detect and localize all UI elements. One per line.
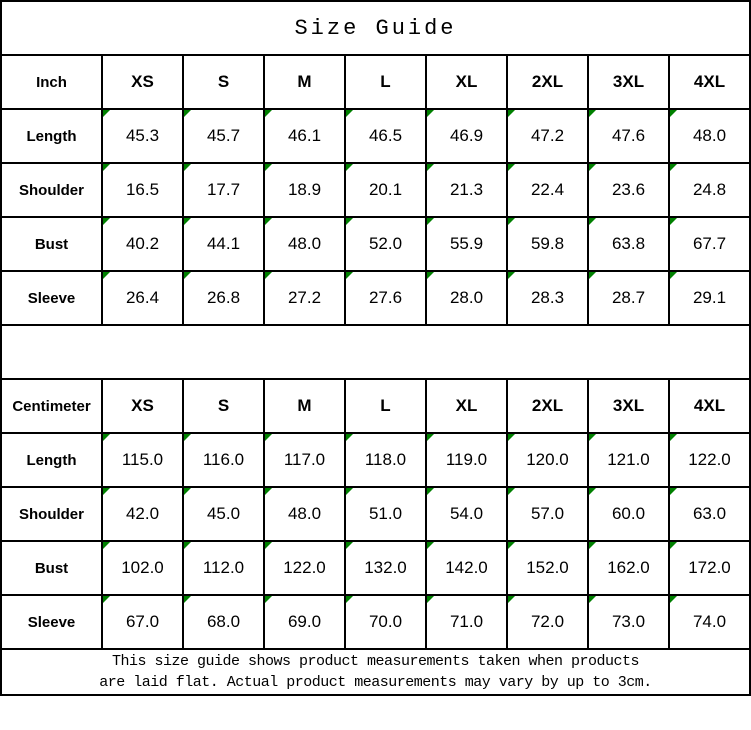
green-corner-marker-icon — [346, 218, 353, 225]
green-corner-marker-icon — [427, 488, 434, 495]
green-corner-marker-icon — [670, 110, 677, 117]
green-corner-marker-icon — [103, 110, 110, 117]
green-corner-marker-icon — [265, 596, 272, 603]
green-corner-marker-icon — [427, 596, 434, 603]
value-cell: 28.7 — [588, 271, 669, 325]
green-corner-marker-icon — [508, 542, 515, 549]
value-cell: 152.0 — [507, 541, 588, 595]
green-corner-marker-icon — [346, 110, 353, 117]
size-header-cell: 3XL — [588, 55, 669, 109]
green-corner-marker-icon — [427, 110, 434, 117]
value-cell: 122.0 — [669, 433, 750, 487]
value-cell: 47.2 — [507, 109, 588, 163]
value-cell: 40.2 — [102, 217, 183, 271]
footer-note-line1: This size guide shows product measurements taken when products — [111, 653, 640, 670]
green-corner-marker-icon — [508, 488, 515, 495]
row-label-cell: Bust — [1, 541, 102, 595]
row-label-cell: Sleeve — [1, 595, 102, 649]
size-header-cell: XL — [426, 55, 507, 109]
value-cell: 67.7 — [669, 217, 750, 271]
value-cell: 22.4 — [507, 163, 588, 217]
green-corner-marker-icon — [346, 596, 353, 603]
value-cell: 70.0 — [345, 595, 426, 649]
size-header-cell: 2XL — [507, 55, 588, 109]
size-header-cell: S — [183, 55, 264, 109]
value-cell: 28.0 — [426, 271, 507, 325]
green-corner-marker-icon — [589, 110, 596, 117]
value-cell: 18.9 — [264, 163, 345, 217]
green-corner-marker-icon — [508, 218, 515, 225]
green-corner-marker-icon — [184, 110, 191, 117]
green-corner-marker-icon — [427, 542, 434, 549]
size-header-cell: 4XL — [669, 55, 750, 109]
green-corner-marker-icon — [103, 272, 110, 279]
size-header-cell: XS — [102, 379, 183, 433]
unit-header-cell: Inch — [1, 55, 102, 109]
green-corner-marker-icon — [103, 434, 110, 441]
value-cell: 162.0 — [588, 541, 669, 595]
row-label-cell: Shoulder — [1, 487, 102, 541]
value-cell: 45.0 — [183, 487, 264, 541]
value-cell: 47.6 — [588, 109, 669, 163]
table-row — [1, 55, 750, 109]
green-corner-marker-icon — [508, 272, 515, 279]
green-corner-marker-icon — [589, 434, 596, 441]
green-corner-marker-icon — [265, 434, 272, 441]
value-cell: 23.6 — [588, 163, 669, 217]
table-row — [1, 433, 750, 487]
value-cell: 119.0 — [426, 433, 507, 487]
value-cell: 115.0 — [102, 433, 183, 487]
value-cell: 112.0 — [183, 541, 264, 595]
value-cell: 73.0 — [588, 595, 669, 649]
green-corner-marker-icon — [103, 542, 110, 549]
size-header-cell: XS — [102, 55, 183, 109]
green-corner-marker-icon — [346, 542, 353, 549]
green-corner-marker-icon — [265, 110, 272, 117]
green-corner-marker-icon — [589, 272, 596, 279]
value-cell: 42.0 — [102, 487, 183, 541]
green-corner-marker-icon — [508, 596, 515, 603]
value-cell: 72.0 — [507, 595, 588, 649]
size-header-cell: 3XL — [588, 379, 669, 433]
green-corner-marker-icon — [670, 218, 677, 225]
value-cell: 63.0 — [669, 487, 750, 541]
green-corner-marker-icon — [427, 434, 434, 441]
green-corner-marker-icon — [670, 164, 677, 171]
green-corner-marker-icon — [103, 488, 110, 495]
green-corner-marker-icon — [427, 272, 434, 279]
green-corner-marker-icon — [265, 272, 272, 279]
value-cell: 48.0 — [264, 487, 345, 541]
table-row — [1, 487, 750, 541]
value-cell: 122.0 — [264, 541, 345, 595]
row-label-cell: Length — [1, 109, 102, 163]
value-cell: 60.0 — [588, 487, 669, 541]
green-corner-marker-icon — [346, 164, 353, 171]
value-cell: 17.7 — [183, 163, 264, 217]
size-header-cell: 4XL — [669, 379, 750, 433]
value-cell: 45.3 — [102, 109, 183, 163]
green-corner-marker-icon — [427, 218, 434, 225]
value-cell: 172.0 — [669, 541, 750, 595]
value-cell: 24.8 — [669, 163, 750, 217]
value-cell: 44.1 — [183, 217, 264, 271]
value-cell: 16.5 — [102, 163, 183, 217]
green-corner-marker-icon — [670, 272, 677, 279]
page-title: Size Guide — [1, 1, 750, 55]
value-cell: 52.0 — [345, 217, 426, 271]
value-cell: 45.7 — [183, 109, 264, 163]
value-cell: 71.0 — [426, 595, 507, 649]
value-cell: 142.0 — [426, 541, 507, 595]
green-corner-marker-icon — [589, 596, 596, 603]
spacer-cell — [1, 325, 750, 379]
footer-note-line2: are laid flat. Actual product measurements may vary by up to 3cm. — [99, 674, 652, 691]
green-corner-marker-icon — [346, 272, 353, 279]
green-corner-marker-icon — [184, 542, 191, 549]
row-label-cell: Bust — [1, 217, 102, 271]
footer-row — [1, 649, 750, 695]
value-cell: 51.0 — [345, 487, 426, 541]
green-corner-marker-icon — [265, 542, 272, 549]
value-cell: 59.8 — [507, 217, 588, 271]
green-corner-marker-icon — [184, 272, 191, 279]
value-cell: 118.0 — [345, 433, 426, 487]
value-cell: 46.1 — [264, 109, 345, 163]
green-corner-marker-icon — [589, 542, 596, 549]
value-cell: 67.0 — [102, 595, 183, 649]
green-corner-marker-icon — [670, 488, 677, 495]
value-cell: 132.0 — [345, 541, 426, 595]
size-header-cell: M — [264, 379, 345, 433]
green-corner-marker-icon — [589, 218, 596, 225]
value-cell: 55.9 — [426, 217, 507, 271]
size-header-cell: XL — [426, 379, 507, 433]
value-cell: 48.0 — [264, 217, 345, 271]
size-header-cell: L — [345, 55, 426, 109]
value-cell: 120.0 — [507, 433, 588, 487]
size-header-cell: L — [345, 379, 426, 433]
green-corner-marker-icon — [589, 488, 596, 495]
footer-note — [1, 649, 750, 695]
row-label-cell: Shoulder — [1, 163, 102, 217]
green-corner-marker-icon — [103, 218, 110, 225]
value-cell: 46.5 — [345, 109, 426, 163]
value-cell: 74.0 — [669, 595, 750, 649]
green-corner-marker-icon — [508, 434, 515, 441]
spacer-row — [1, 325, 750, 379]
green-corner-marker-icon — [103, 164, 110, 171]
unit-header-cell: Centimeter — [1, 379, 102, 433]
green-corner-marker-icon — [670, 542, 677, 549]
table-row — [1, 217, 750, 271]
value-cell: 57.0 — [507, 487, 588, 541]
table-row — [1, 163, 750, 217]
table-row — [1, 109, 750, 163]
value-cell: 117.0 — [264, 433, 345, 487]
green-corner-marker-icon — [346, 434, 353, 441]
value-cell: 116.0 — [183, 433, 264, 487]
table-row — [1, 379, 750, 433]
green-corner-marker-icon — [184, 488, 191, 495]
table-row — [1, 595, 750, 649]
green-corner-marker-icon — [508, 164, 515, 171]
value-cell: 26.4 — [102, 271, 183, 325]
size-header-cell: M — [264, 55, 345, 109]
green-corner-marker-icon — [184, 218, 191, 225]
title-row — [1, 1, 750, 55]
value-cell: 102.0 — [102, 541, 183, 595]
green-corner-marker-icon — [670, 434, 677, 441]
green-corner-marker-icon — [265, 218, 272, 225]
green-corner-marker-icon — [427, 164, 434, 171]
value-cell: 69.0 — [264, 595, 345, 649]
value-cell: 27.6 — [345, 271, 426, 325]
green-corner-marker-icon — [589, 164, 596, 171]
green-corner-marker-icon — [184, 434, 191, 441]
value-cell: 20.1 — [345, 163, 426, 217]
value-cell: 28.3 — [507, 271, 588, 325]
value-cell: 121.0 — [588, 433, 669, 487]
green-corner-marker-icon — [103, 596, 110, 603]
value-cell: 46.9 — [426, 109, 507, 163]
green-corner-marker-icon — [265, 488, 272, 495]
value-cell: 21.3 — [426, 163, 507, 217]
table-row — [1, 271, 750, 325]
value-cell: 54.0 — [426, 487, 507, 541]
green-corner-marker-icon — [508, 110, 515, 117]
size-header-cell: 2XL — [507, 379, 588, 433]
value-cell: 29.1 — [669, 271, 750, 325]
value-cell: 26.8 — [183, 271, 264, 325]
table-row — [1, 541, 750, 595]
value-cell: 27.2 — [264, 271, 345, 325]
green-corner-marker-icon — [346, 488, 353, 495]
row-label-cell: Sleeve — [1, 271, 102, 325]
row-label-cell: Length — [1, 433, 102, 487]
green-corner-marker-icon — [184, 164, 191, 171]
green-corner-marker-icon — [184, 596, 191, 603]
size-header-cell: S — [183, 379, 264, 433]
value-cell: 68.0 — [183, 595, 264, 649]
value-cell: 48.0 — [669, 109, 750, 163]
green-corner-marker-icon — [670, 596, 677, 603]
green-corner-marker-icon — [265, 164, 272, 171]
value-cell: 63.8 — [588, 217, 669, 271]
